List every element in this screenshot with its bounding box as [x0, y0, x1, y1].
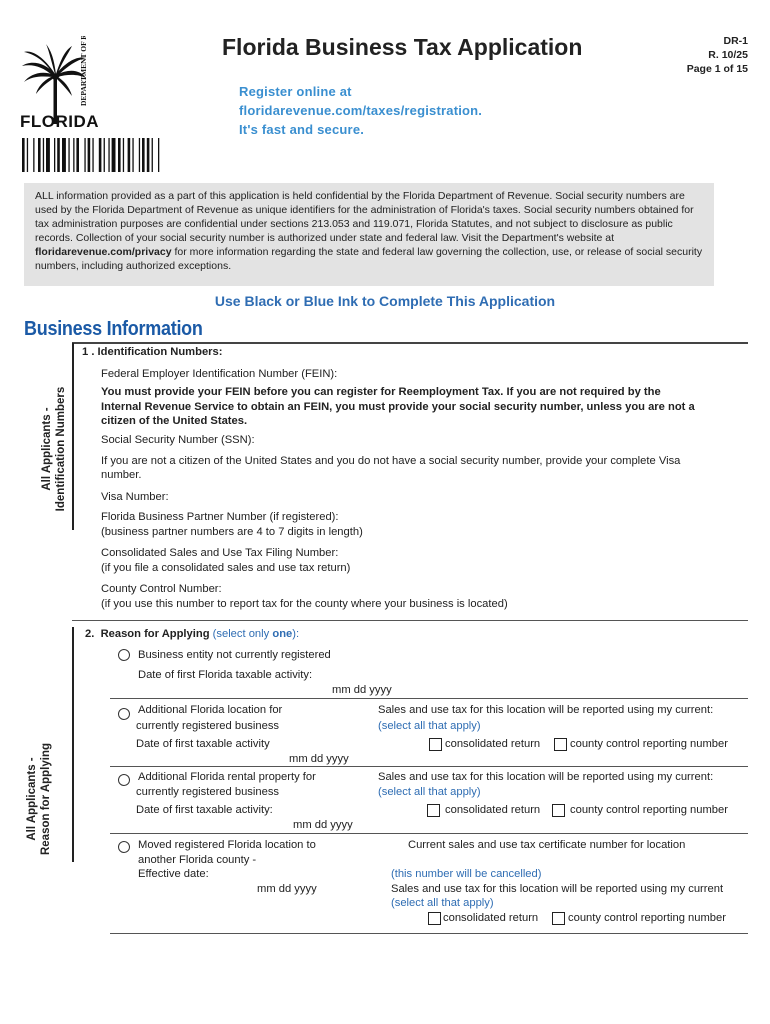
checkbox-consolidated-label: consolidated return — [445, 804, 541, 816]
checkbox-county-control[interactable] — [552, 804, 565, 817]
page-number: Page 1 of 15 — [686, 63, 748, 75]
option-rental-line2: currently registered business — [136, 786, 280, 798]
visa-note-line1: If you are not a citizen of the United States and you do not have a social security number, provide your complete Visa — [101, 455, 681, 467]
consolidated-note: (if you file a consolidated sales and use tax return) — [101, 562, 351, 574]
page-title: Florida Business Tax Application — [222, 34, 583, 60]
radio-rental-property[interactable] — [118, 774, 130, 786]
confidentiality-notice: ALL information provided as a part of this application is held confidential by the Florida Department of Revenue. Social security numbers are used by the Florida Department of Revenue as unique identifiers for the administration of Florida's taxes. Social security numbers obtained for tax administration purposes are confidential under sections 213.053 and 119.071, Florida Statutes, and not subject to disclosure as public records. Collection of your social security number is authorized under state and federal law. Visit the Department's website at floridarevenue.com/privacy for more information regarding the state and federal law governing the collection, use, or release of social security numbers, including authorized exceptions. — [24, 183, 714, 286]
county-control-note: (if you use this number to report tax for the county where your business is located) — [101, 598, 508, 610]
select-all-note: (select all that apply) — [378, 786, 481, 798]
cancel-note: (this number will be cancelled) — [391, 868, 542, 880]
side-bar-reason — [72, 627, 74, 862]
side-bar-identification — [72, 343, 74, 530]
fein-label: Federal Employer Identification Number (FEIN): — [101, 368, 338, 380]
florida-logo-text: FLORIDA — [20, 112, 100, 131]
date-format-hint: mm dd yyyy — [257, 883, 317, 895]
option-additional-location-line2: currently registered business — [136, 720, 280, 732]
county-control-label: County Control Number: — [101, 583, 222, 595]
rental-date-label: Date of first taxable activity: — [136, 804, 273, 816]
checkbox-consolidated-label: consolidated return — [445, 738, 541, 750]
option-divider — [110, 833, 748, 834]
radio-not-registered[interactable] — [118, 649, 130, 661]
option-divider — [110, 698, 748, 699]
registration-link[interactable]: floridarevenue.com/taxes/registration. — [239, 103, 483, 118]
effective-date-label: Effective date: — [138, 868, 209, 880]
ink-instruction: Use Black or Blue Ink to Complete This Application — [214, 293, 556, 309]
business-partner-label: Florida Business Partner Number (if registered): — [101, 511, 339, 523]
option-divider — [110, 933, 748, 934]
checkbox-county-control[interactable] — [554, 738, 567, 751]
select-all-note: (select all that apply) — [378, 720, 481, 732]
fein-note-line1: You must provide your FEIN before you can register for Reemployment Tax. If you are not required by the — [101, 386, 661, 398]
radio-moved-location[interactable] — [118, 841, 130, 853]
checkbox-county-control[interactable] — [552, 912, 565, 925]
reporting-note: Sales and use tax for this location will be reported using my current: — [378, 771, 714, 783]
checkbox-county-control-label: county control reporting number — [568, 912, 726, 924]
barcode — [22, 138, 202, 172]
department-of-revenue-wordmark — [77, 36, 89, 108]
reason-heading: 2. Reason for Applying (select only one): — [85, 628, 300, 640]
privacy-link[interactable]: floridarevenue.com/privacy — [35, 246, 172, 258]
section-title: Business Information — [24, 318, 203, 340]
fein-note-line2: Internal Revenue Service to obtain an FEIN, you must provide your social security number, unless you are not a — [101, 401, 695, 413]
checkbox-consolidated-return[interactable] — [429, 738, 442, 751]
form-number: DR-1 — [723, 35, 748, 47]
option-moved-line1: Moved registered Florida location to — [138, 839, 316, 851]
option-additional-location-line1: Additional Florida location for — [138, 704, 283, 716]
consolidated-label: Consolidated Sales and Use Tax Filing Number: — [101, 547, 339, 559]
form-identifier — [687, 34, 748, 76]
radio-additional-location[interactable] — [118, 708, 130, 720]
form-revision: R. 10/25 — [708, 49, 748, 61]
section-divider-2 — [72, 620, 748, 621]
checkbox-county-control-label: county control reporting number — [570, 738, 728, 750]
business-partner-note: (business partner numbers are 4 to 7 digits in length) — [101, 526, 363, 538]
reporting-note: Sales and use tax for this location will be reported using my current — [391, 883, 724, 895]
visa-note-line2: number. — [101, 469, 142, 481]
date-format-hint: mm dd yyyy — [293, 819, 353, 831]
register-online-notice: Register online at floridarevenue.com/taxes/registration. It's fast and secure. — [239, 84, 483, 137]
select-all-note: (select all that apply) — [391, 897, 494, 909]
visa-label: Visa Number: — [101, 491, 169, 503]
reporting-note: Sales and use tax for this location will be reported using my current: — [378, 704, 714, 716]
certificate-number-label: Current sales and use tax certificate number for location — [408, 839, 686, 851]
option-moved-line2: another Florida county - — [138, 854, 257, 866]
section-divider — [72, 342, 748, 344]
side-label-identification: All Applicants - Identification Numbers — [41, 386, 67, 512]
first-taxable-date-label: Date of first Florida taxable activity: — [138, 669, 313, 681]
option-divider — [110, 766, 748, 767]
checkbox-consolidated-return[interactable] — [428, 912, 441, 925]
ssn-label: Social Security Number (SSN): — [101, 434, 255, 446]
date-format-hint: mm dd yyyy — [332, 684, 392, 696]
svg-text:DEPARTMENT OF REVENUE: DEPARTMENT OF REVENUE — [79, 36, 88, 106]
identification-heading: 1 . Identification Numbers: — [82, 346, 223, 358]
checkbox-consolidated-return[interactable] — [427, 804, 440, 817]
option-rental-line1: Additional Florida rental property for — [138, 771, 316, 783]
side-label-reason: All Applicants - Reason for Applying — [26, 742, 52, 856]
checkbox-consolidated-label: consolidated return — [443, 912, 539, 924]
additional-location-date-label: Date of first taxable activity — [136, 738, 270, 750]
date-format-hint: mm dd yyyy — [289, 753, 349, 765]
checkbox-county-control-label: county control reporting number — [570, 804, 728, 816]
fein-note-line3: citizen of the United States. — [101, 415, 248, 427]
option-not-registered-label: Business entity not currently registered — [138, 649, 331, 661]
